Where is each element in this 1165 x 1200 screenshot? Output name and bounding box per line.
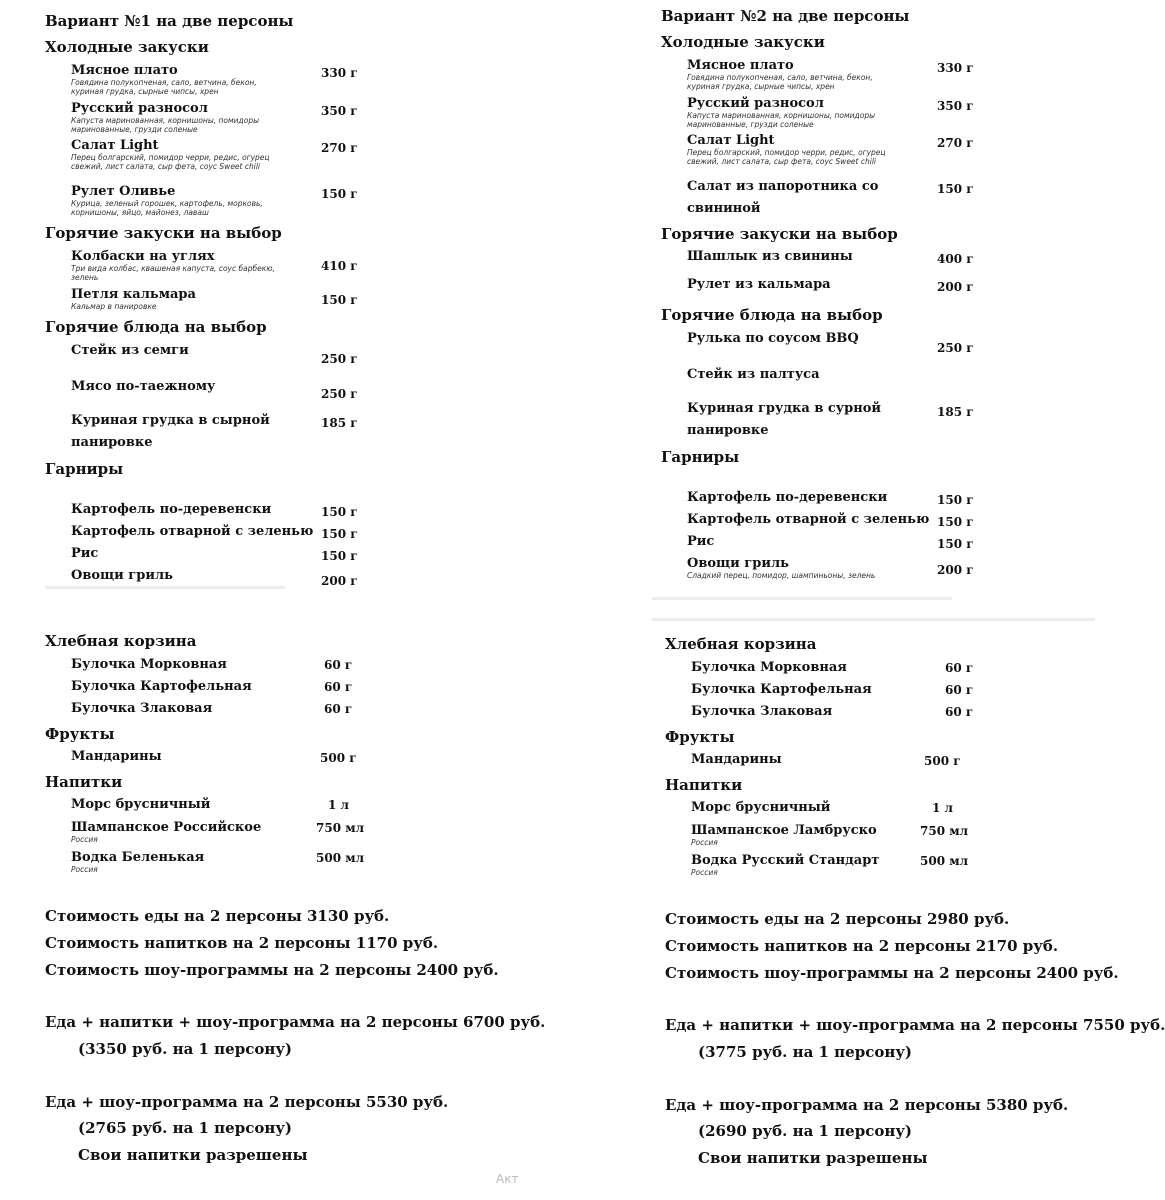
item-name: Овощи гриль (71, 568, 173, 583)
section-title: Гарниры (45, 460, 124, 478)
item-name: Русский разносол (687, 96, 824, 111)
menu-item (71, 287, 291, 311)
item-name: Шампанское Ламбруско (691, 823, 877, 838)
section-title: Фрукты (665, 728, 735, 746)
section-title: Горячие закуски на выбор (661, 225, 898, 243)
item-weight: 60 г (945, 661, 974, 675)
item-name: Картофель по-деревенски (687, 490, 888, 505)
item-description: Курица, зеленый горошек, картофель, морковь, корнишоны, яйцо, майонез, лаваш (71, 199, 263, 217)
menu-item (71, 63, 291, 96)
menu-item (71, 184, 291, 217)
menu-item (71, 546, 98, 561)
menu-item (687, 176, 887, 220)
item-weight: 500 г (924, 754, 961, 768)
item-name: Мясное плато (71, 63, 178, 78)
item-name: Рис (71, 546, 99, 561)
item-name: Русский разносол (71, 101, 208, 116)
item-name: Водка Русский Стандарт (691, 853, 880, 868)
item-weight: 185 г (937, 405, 974, 419)
item-weight: 60 г (324, 658, 353, 672)
menu-item (71, 568, 173, 583)
menu-item (687, 490, 887, 505)
item-description: Капуста маринованная, корнишоны, помидоры маринованные, грузди соленые (687, 111, 875, 129)
item-name: Салат Light (71, 138, 159, 153)
item-weight: 350 г (321, 104, 358, 118)
item-weight: 150 г (937, 182, 974, 196)
item-weight: 500 мл (920, 854, 969, 868)
section-title: Гарниры (661, 448, 740, 466)
item-name: Рис (687, 534, 715, 549)
item-weight: 150 г (321, 293, 358, 307)
menu-item (71, 701, 212, 716)
item-weight: 200 г (937, 280, 974, 294)
item-weight: 1 л (328, 798, 349, 812)
item-name: Петля кальмара (71, 287, 196, 302)
item-weight: 750 мл (316, 821, 365, 835)
menu-item (691, 752, 782, 767)
total-food-show-per-person: (2690 руб. на 1 персону) (698, 1122, 913, 1140)
item-name: Куриная грудка в сурной панировке (687, 401, 882, 438)
menu-item (687, 96, 907, 129)
item-name: Стейк из палтуса (687, 367, 820, 382)
footer-watermark: Акт (496, 1172, 519, 1186)
item-weight: 185 г (321, 416, 358, 430)
show-cost: Стоимость шоу-программы на 2 персоны 2400 руб. (665, 964, 1119, 982)
item-name: Мандарины (691, 752, 782, 767)
item-weight: 200 г (321, 574, 358, 588)
item-weight: 330 г (937, 61, 974, 75)
item-name: Картофель по-деревенски (71, 502, 272, 517)
item-weight: 410 г (321, 259, 358, 273)
menu-item (71, 343, 189, 358)
menu-item (687, 398, 887, 442)
menu-item (71, 797, 210, 812)
item-name: Картофель отварной с зеленью (71, 524, 314, 539)
menu-item (691, 823, 911, 847)
total-all-per-person: (3775 руб. на 1 персону) (698, 1043, 913, 1061)
menu-item (71, 410, 271, 454)
drinks-cost: Стоимость напитков на 2 персоны 1170 руб. (45, 934, 439, 952)
item-weight: 150 г (937, 493, 974, 507)
item-name: Рулька по соусом BBQ (687, 331, 859, 346)
item-description: Перец болгарский, помидор черри, редис, огурец свежий, лист салата, сыр фета, соус Sweet chili (71, 153, 270, 171)
item-name: Шашлык из свинины (687, 249, 853, 264)
page-divider (45, 586, 285, 589)
total-food-show: Еда + шоу-программа на 2 персоны 5530 руб. (45, 1093, 449, 1111)
item-name: Морс брусничный (691, 800, 831, 815)
menu-item (71, 138, 291, 171)
item-name: Булочка Злаковая (691, 704, 833, 719)
menu-item (687, 277, 831, 292)
item-weight: 400 г (937, 252, 974, 266)
item-name: Мясо по-таежному (71, 379, 216, 394)
item-weight: 270 г (937, 136, 974, 150)
total-all: Еда + напитки + шоу-программа на 2 персоны 7550 руб. (665, 1016, 1165, 1034)
menu-item (71, 101, 291, 134)
item-weight: 60 г (324, 702, 353, 716)
section-title: Фрукты (45, 725, 115, 743)
item-weight: 500 мл (316, 851, 365, 865)
drinks-cost: Стоимость напитков на 2 персоны 2170 руб. (665, 937, 1059, 955)
item-description: Россия (71, 835, 98, 844)
item-description: Россия (691, 868, 718, 877)
item-description: Россия (691, 838, 718, 847)
total-all: Еда + напитки + шоу-программа на 2 персоны 6700 руб. (45, 1013, 546, 1031)
section-title: Горячие закуски на выбор (45, 224, 282, 242)
item-name: Булочка Морковная (691, 660, 847, 675)
menu-item (691, 682, 872, 697)
menu-item (71, 502, 271, 517)
menu-item (71, 249, 291, 282)
menu-item (691, 800, 830, 815)
page-divider (652, 618, 1095, 621)
item-name: Овощи гриль (687, 556, 789, 571)
menu-item (71, 379, 215, 394)
item-name: Мясное плато (687, 58, 794, 73)
own-drinks-note: Свои напитки разрешены (78, 1146, 308, 1164)
item-name: Салат из папоротника со свининой (687, 179, 879, 216)
item-name: Куриная грудка в сырной панировке (71, 413, 270, 450)
page-divider (652, 597, 952, 600)
item-description: Капуста маринованная, корнишоны, помидоры маринованные, грузди соленые (71, 116, 259, 134)
section-title: Горячие блюда на выбор (661, 306, 883, 324)
menu-item (71, 657, 227, 672)
menu-item (687, 512, 929, 527)
item-name: Колбаски на углях (71, 249, 215, 264)
menu-item (71, 749, 162, 764)
item-description: Три вида колбас, квашеная капуста, соус барбекю, зелень (71, 264, 275, 282)
total-food-show-per-person: (2765 руб. на 1 персону) (78, 1119, 293, 1137)
menu-item (691, 853, 911, 877)
item-weight: 150 г (937, 515, 974, 529)
item-weight: 350 г (937, 99, 974, 113)
menu-item (687, 133, 907, 166)
section-title: Хлебная корзина (45, 632, 197, 650)
item-weight: 150 г (321, 187, 358, 201)
item-name: Водка Беленькая (71, 850, 205, 865)
item-name: Рулет Оливье (71, 184, 176, 199)
section-title: Напитки (45, 773, 123, 791)
menu-item (687, 556, 907, 580)
item-weight: 750 мл (920, 824, 969, 838)
section-title: Холодные закуски (45, 38, 209, 56)
item-name: Шампанское Российское (71, 820, 262, 835)
item-name: Стейк из семги (71, 343, 189, 358)
item-name: Рулет из кальмара (687, 277, 831, 292)
menu-item (71, 820, 291, 844)
item-weight: 250 г (321, 387, 358, 401)
menu-item (687, 249, 853, 264)
item-description: Говядина полукопченая, сало, ветчина, бекон, куриная грудка, сырные чипсы, хрен (71, 78, 257, 96)
item-weight: 60 г (945, 705, 974, 719)
item-description: Россия (71, 865, 98, 874)
variant-title: Вариант №2 на две персоны (661, 7, 910, 25)
item-name: Салат Light (687, 133, 775, 148)
food-cost: Стоимость еды на 2 персоны 2980 руб. (665, 910, 1010, 928)
menu-item (691, 704, 832, 719)
item-weight: 250 г (321, 352, 358, 366)
variant-title: Вариант №1 на две персоны (45, 12, 294, 30)
item-weight: 500 г (320, 751, 357, 765)
item-weight: 250 г (937, 341, 974, 355)
menu-item (687, 367, 820, 382)
item-name: Булочка Морковная (71, 657, 227, 672)
item-weight: 270 г (321, 141, 358, 155)
menu-item (71, 679, 252, 694)
section-title: Горячие блюда на выбор (45, 318, 267, 336)
item-name: Булочка Картофельная (71, 679, 252, 694)
menu-item (687, 534, 714, 549)
item-weight: 150 г (321, 505, 358, 519)
section-title: Напитки (665, 776, 743, 794)
menu-item (71, 524, 313, 539)
item-name: Булочка Картофельная (691, 682, 872, 697)
item-description: Перец болгарский, помидор черри, редис, огурец свежий, лист салата, сыр фета, соус Sweet chili (687, 148, 886, 166)
food-cost: Стоимость еды на 2 персоны 3130 руб. (45, 907, 390, 925)
section-title: Холодные закуски (661, 33, 825, 51)
item-weight: 200 г (937, 563, 974, 577)
item-weight: 330 г (321, 66, 358, 80)
item-name: Морс брусничный (71, 797, 211, 812)
item-description: Кальмар в панировке (71, 302, 157, 311)
item-description: Говядина полукопченая, сало, ветчина, бекон, куриная грудка, сырные чипсы, хрен (687, 73, 873, 91)
item-weight: 150 г (937, 537, 974, 551)
menu-item (687, 58, 907, 91)
item-name: Картофель отварной с зеленью (687, 512, 930, 527)
section-title: Хлебная корзина (665, 635, 817, 653)
total-all-per-person: (3350 руб. на 1 персону) (78, 1040, 293, 1058)
item-description: Сладкий перец, помидор, шампиньоны, зелень (687, 571, 876, 580)
item-weight: 60 г (324, 680, 353, 694)
item-name: Булочка Злаковая (71, 701, 213, 716)
item-weight: 1 л (932, 801, 953, 815)
total-food-show: Еда + шоу-программа на 2 персоны 5380 руб. (665, 1096, 1069, 1114)
show-cost: Стоимость шоу-программы на 2 персоны 2400 руб. (45, 961, 499, 979)
menu-item (687, 331, 859, 346)
item-name: Мандарины (71, 749, 162, 764)
menu-item (691, 660, 847, 675)
own-drinks-note: Свои напитки разрешены (698, 1149, 928, 1167)
item-weight: 150 г (321, 527, 358, 541)
item-weight: 150 г (321, 549, 358, 563)
item-weight: 60 г (945, 683, 974, 697)
menu-item (71, 850, 291, 874)
